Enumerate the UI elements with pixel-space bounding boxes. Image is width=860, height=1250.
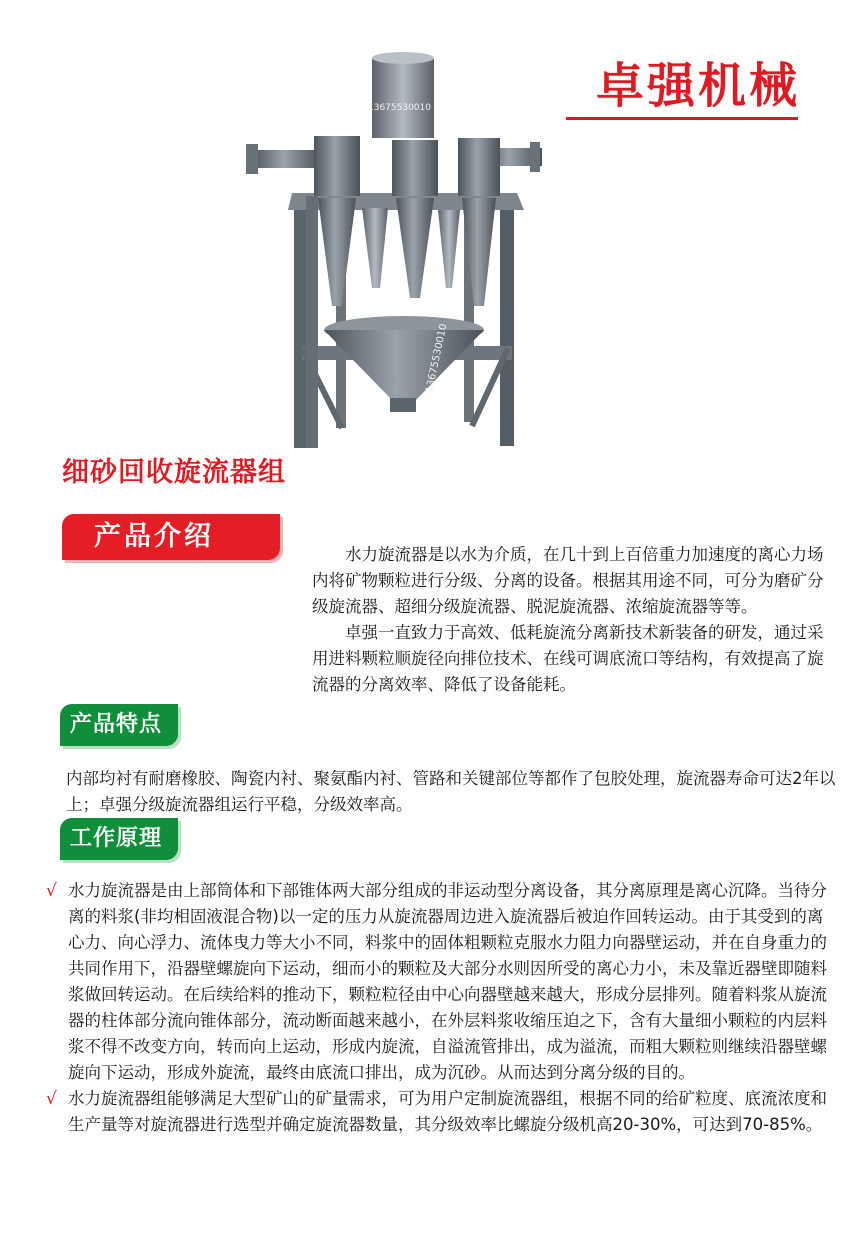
principle-item-1: 水力旋流器是由上部筒体和下部锥体两大部分组成的非运动型分离设备，其分离原理是离心沉降。当待分离的料浆(非均相固液混合物)以一定的压力从旋流器周边进入旋流器后被迫作回转运动。由于其受到的离心力、向心浮力、流体曳力等大小不同，料浆中的固体粗颗粒克服水力阻力向器壁运动，并在自身重力的共同作用下，沿器壁螺旋向下运动，细而小的颗粒及大部分水则因所受的离心力小，未及靠近器壁即随料浆做回转运动。在后续给料的推动下，颗粒粒径由中心向器壁越来越大，形成分层排列。随着料浆从旋流器的柱体部分流向锥体部分，流动断面越来越小，在外层料浆收缩压迫之下，含有大量细小颗粒的内层料浆不得不改变方向，转而向上运动，形成内旋流，自溢流管排出，成为溢流，而粗大颗粒则继续沿器壁螺旋向下运动，形成外旋流，最终由底流口排出，成为沉砂。从而达到分离分级的目的。 — [68, 881, 827, 1082]
hydrocyclone-machine-image — [232, 48, 542, 453]
principle-section-title: 工作原理 — [70, 826, 163, 851]
intro-section-tab — [62, 514, 280, 560]
principle-section-tab — [60, 818, 178, 860]
principle-item-2: 水力旋流器组能够满足大型矿山的矿量需求，可为用户定制旋流器组，根据不同的给矿粒度、底流浓度和生产量等对旋流器进行选型并确定旋流器数量，其分级效率比螺旋分级机高20-30%，可达到70-85%。 — [68, 1089, 827, 1134]
brand-name: 卓强机械 — [595, 58, 800, 114]
check-icon: √ — [46, 1089, 57, 1109]
product-name: 细砂回收旋流器组 — [62, 457, 286, 488]
intro-paragraph-1: 水力旋流器是以水为介质，在几十到上百倍重力加速度的离心力场内将矿物颗粒进行分级、分离的设备。根据其用途不同，可分为磨矿分级旋流器、超细分级旋流器、脱泥旋流器、浓缩旋流器等等。 — [312, 545, 824, 616]
intro-section-title: 产品介绍 — [94, 521, 214, 552]
features-section-title: 产品特点 — [70, 712, 163, 737]
principle-list — [46, 878, 836, 1138]
machine-phone-label: 13675530010 — [368, 103, 431, 113]
machine-phone-label-2: 13675530010 — [424, 322, 450, 394]
intro-paragraph-2: 卓强一直致力于高效、低耗旋流分离新技术新装备的研发，通过采用进料颗粒顺旋径向排位技术、在线可调底流口等结构，有效提高了旋流器的分离效率、降低了设备能耗。 — [312, 623, 824, 694]
features-text: 内部均衬有耐磨橡胶、陶瓷内衬、聚氨酯内衬、管路和关键部位等都作了包胶处理，旋流器寿命可达2年以上；卓强分级旋流器组运行平稳，分级效率高。 — [66, 769, 836, 814]
list-item — [46, 878, 836, 1086]
intro-text — [312, 542, 838, 698]
features-section-tab — [60, 704, 178, 746]
brand-underline — [566, 117, 798, 120]
check-icon: √ — [46, 881, 57, 901]
list-item — [46, 1086, 836, 1138]
